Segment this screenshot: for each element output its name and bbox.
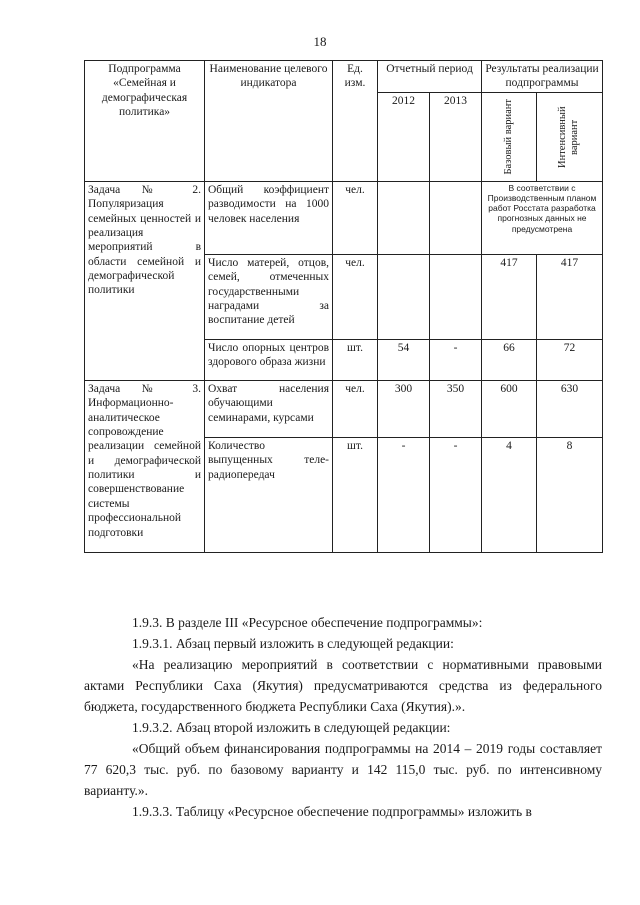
value-2012-cell: - [378, 437, 430, 552]
value-2013-cell [430, 181, 482, 254]
base-value-cell: 66 [482, 339, 537, 380]
header-base [482, 92, 537, 181]
header-year-2013: 2013 [430, 92, 482, 181]
paragraph: 1.9.3.3. Таблицу «Ресурсное обеспечение подпрограммы» изложить в [132, 804, 532, 819]
base-value-cell: 600 [482, 380, 537, 437]
unit-cell: шт. [333, 339, 378, 380]
task-2-cell: Задача № 2. Популяризация семейных ценностей и реализация мероприятий в области семейной и демографической политики [85, 181, 205, 380]
unit-cell: чел. [333, 380, 378, 437]
task-3-cell: Задача № 3. Информационно-аналитическое сопровождение реализации семейной и демографической политики и совершенствование системы профессиональной подготовки [85, 380, 205, 552]
header-row [85, 61, 603, 93]
value-2013-cell: 350 [430, 380, 482, 437]
header-period: Отчетный период [378, 61, 482, 93]
paragraph: 1.9.3.2. Абзац второй изложить в следующей редакции: [132, 720, 451, 735]
indicator-cell: Количество выпущенных теле-радиопередач [205, 437, 333, 552]
note-cell: В соответствии с Производственным планом работ Росстата разработка прогнозных данных не предусмотрена [482, 181, 603, 254]
value-2012-cell: 300 [378, 380, 430, 437]
page-number: 18 [313, 34, 327, 49]
base-value-cell: 4 [482, 437, 537, 552]
paragraph: 1.9.3.1. Абзац первый изложить в следующей редакции: [132, 636, 454, 651]
intensive-value-cell: 417 [537, 254, 603, 339]
indicator-cell: Охват населения обучающими семинарами, курсами [205, 380, 333, 437]
value-2012-cell [378, 181, 430, 254]
table-row [85, 181, 603, 254]
header-results: Результаты реализации подпрограммы [482, 61, 603, 93]
value-2013-cell [430, 254, 482, 339]
intensive-value-cell: 630 [537, 380, 603, 437]
paragraph: 1.9.3. В разделе III «Ресурсное обеспечение подпрограммы»: [132, 615, 483, 630]
paragraph: «На реализацию мероприятий в соответствии с нормативными правовыми актами Республики Саха (Якутия) предусматриваются средства из федерального бюджета, государственного бюджета Республики Саха (Якутия).». [84, 657, 602, 714]
header-base-label: Базовый вариант [502, 99, 514, 175]
value-2012-cell [378, 254, 430, 339]
header-unit: Ед. изм. [333, 61, 378, 182]
indicator-cell: Число матерей, отцов, семей, отмеченных государственными наградами за воспитание детей [205, 254, 333, 339]
indicator-cell: Число опорных центров здорового образа жизни [205, 339, 333, 380]
header-year-2012: 2012 [378, 92, 430, 181]
header-subprogram: Подпрограмма «Семейная и демографическая политика» [85, 61, 205, 182]
header-intensive-label: Интенсивный вариант [557, 105, 581, 168]
table-row [85, 380, 603, 437]
header-indicator: Наименование целевого индикатора [205, 61, 333, 182]
unit-cell: шт. [333, 437, 378, 552]
base-value-cell: 417 [482, 254, 537, 339]
indicators-table [84, 60, 603, 553]
indicator-cell: Общий коэффициент разводимости на 1000 человек населения [205, 181, 333, 254]
header-intensive [537, 92, 603, 181]
value-2013-cell: - [430, 437, 482, 552]
paragraph: «Общий объем финансирования подпрограммы на 2014 – 2019 годы составляет 77 620,3 тыс. руб. по базовому варианту и 142 115,0 тыс. руб. по интенсивному варианту.». [84, 741, 602, 798]
value-2012-cell: 54 [378, 339, 430, 380]
unit-cell: чел. [333, 254, 378, 339]
body-text [84, 612, 602, 822]
unit-cell: чел. [333, 181, 378, 254]
value-2013-cell: - [430, 339, 482, 380]
intensive-value-cell: 8 [537, 437, 603, 552]
intensive-value-cell: 72 [537, 339, 603, 380]
